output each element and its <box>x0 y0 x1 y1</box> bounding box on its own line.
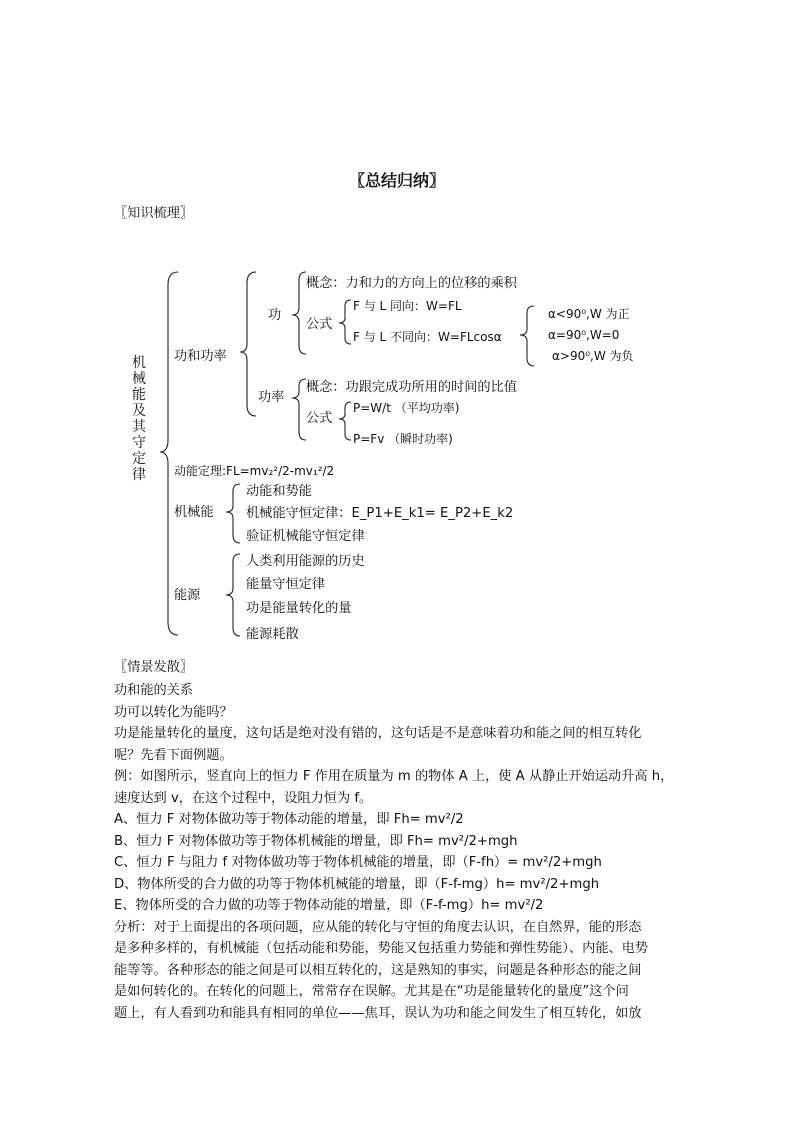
option-b: B、恒力 F 对物体做功等于物体机械能的增量，即 Fh= mv²/2+mgh <box>114 833 518 849</box>
paragraph-line: 例：如图所示，竖直向上的恒力 F 作用在质量为 m 的物体 A 上，使 A 从静止开始运动升高 h， <box>114 769 674 784</box>
node-energy-source: 能源 <box>174 588 201 603</box>
node-same-direction: F 与 L 同向：W=FL <box>353 299 462 313</box>
paragraph-line: 是如何转化的。在转化的问题上，常常存在误解。尤其是在“功是能量转化的量度”这个问 <box>114 984 629 999</box>
brace-power-formula <box>339 402 351 440</box>
node-mechanical-energy: 机械能 <box>174 505 214 520</box>
paragraph-line: 分析：对于上面提出的各项问题，应从能的转化与守恒的角度去认识，在自然界，能的形态 <box>114 919 642 935</box>
node-work-and-power: 功和功率 <box>174 349 227 364</box>
brace-root <box>160 272 178 635</box>
node-power: 功率 <box>258 390 285 405</box>
node-kinetic-potential: 动能和势能 <box>246 484 312 499</box>
node-alpha-gt-90: α>90⁰,W 为负 <box>552 349 634 363</box>
node-conservation-law: 机械能守恒定律：E_P1+E_k1= E_P2+E_k2 <box>246 506 514 521</box>
node-alpha-eq-90: α=90⁰,W=0 <box>548 328 620 342</box>
brace-alpha <box>520 306 534 366</box>
option-e: E、物体所受的合力做的功等于物体动能的增量，即（F-f-mg）h= mv²/2 <box>114 898 544 913</box>
node-alpha-lt-90: α<90⁰,W 为正 <box>548 307 630 321</box>
option-c: C、恒力 F 与阻力 f 对物体做功等于物体机械能的增量，即（F-fh）= mv²/2+mgh <box>114 855 602 870</box>
section-heading-scenario: 〖情景发散〗 <box>114 660 194 675</box>
node-power-concept: 概念：功跟完成功所用的时间的比值 <box>306 380 517 395</box>
brace-work <box>292 272 306 354</box>
paragraph-line: 是多种多样的，有机械能（包括动能和势能，势能又包括重力势能和弹性势能）、内能、电势 <box>114 941 649 956</box>
node-work-formula: 公式 <box>306 317 333 332</box>
paragraph-line: 速度达到 v，在这个过程中，设阻力恒为 f。 <box>114 790 373 806</box>
node-power-formula: 公式 <box>306 411 333 426</box>
brace-mechanical <box>226 484 240 543</box>
node-average-power: P=W/t （平均功率) <box>353 401 460 415</box>
node-work: 功 <box>268 308 282 323</box>
section-heading-knowledge: 〖知识梳理〗 <box>114 206 194 221</box>
tree-root-label: 机械能及其守定律 <box>132 355 146 483</box>
body-text <box>114 680 684 1024</box>
page-title: 〖总结归纳〗 <box>348 171 445 190</box>
option-a: A、恒力 F 对物体做功等于物体动能的增量，即 Fh= mv²/2 <box>114 812 464 827</box>
brace-power <box>292 379 306 440</box>
node-verify-conservation: 验证机械能守恒定律 <box>246 529 365 544</box>
paragraph-line: 呢？先看下面例题。 <box>114 747 233 763</box>
node-energy-dissipation: 能源耗散 <box>246 627 299 642</box>
node-work-energy-measure: 功是能量转化的量 <box>246 601 352 616</box>
node-energy-conservation: 能量守恒定律 <box>246 577 326 592</box>
brace-work-power <box>240 272 256 416</box>
paragraph-line: 能等等。各种形态的能之间是可以相互转化的，这是熟知的事实，问题是各种形态的能之间 <box>114 962 642 978</box>
paragraph-line: 题上，有人看到功和能具有相同的单位——焦耳，误认为功和能之间发生了相互转化，如放 <box>114 1005 642 1021</box>
option-d: D、物体所受的合力做的功等于物体机械能的增量，即（F-f-mg）h= mv²/2+mgh <box>114 876 600 892</box>
paragraph-line: 功是能量转化的量度，这句话是绝对没有错的，这句话是不是意味着功和能之间的相互转化 <box>114 726 642 741</box>
node-energy-history: 人类利用能源的历史 <box>246 554 365 569</box>
node-work-concept: 概念：力和力的方向上的位移的乘积 <box>306 276 517 291</box>
node-kinetic-theorem: 动能定理:FL=mv₂²/2-mv₁²/2 <box>174 464 335 478</box>
paragraph-line: 功和能的关系 <box>114 683 194 698</box>
node-different-direction: F 与 L 不同向：W=FLcosα <box>353 330 502 344</box>
brace-work-formula <box>339 300 351 344</box>
brace-energy <box>226 554 240 636</box>
node-instant-power: P=Fv （瞬时功率) <box>353 432 453 446</box>
paragraph-line: 功可以转化为能吗？ <box>114 704 233 720</box>
